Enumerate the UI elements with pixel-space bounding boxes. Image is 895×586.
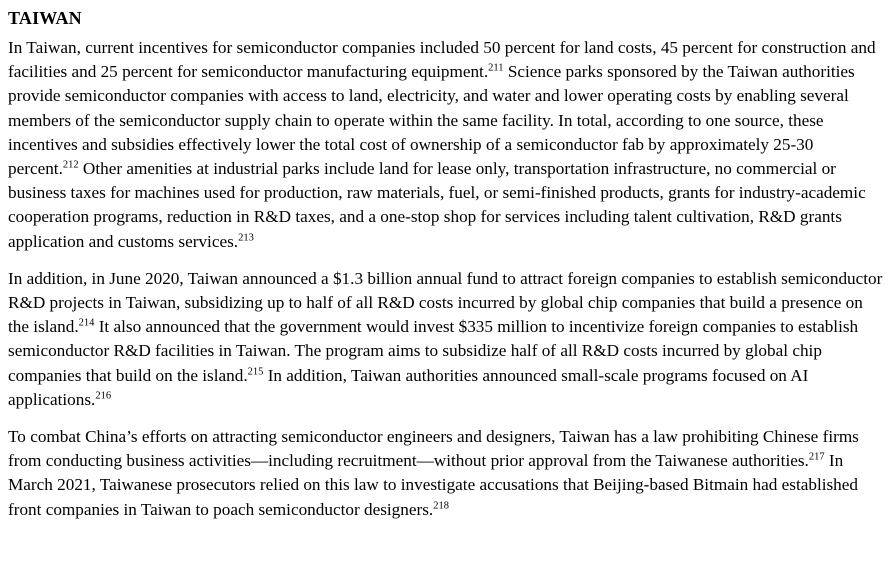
footnote-ref[interactable]: 212 (62, 159, 79, 171)
document-page (8, 6, 888, 535)
paragraph-text: Science parks sponsored by the Taiwan authorities provide semiconductor companies with access to land, electricity, and water and lower operating costs by enabling several members of the semiconductor supply chain to operate within the same facility. In total, according to one source, these incentives and subsidies effectively lower the total cost of ownership of a semiconductor fab by approximately 25-30 percent. (8, 62, 855, 179)
footnote-ref[interactable]: 218 (433, 499, 449, 511)
footnote-ref[interactable]: 216 (95, 390, 112, 402)
footnote-ref[interactable]: 217 (808, 451, 825, 463)
paragraph-text: In addition, Taiwan authorities announced small-scale programs focused on AI applications. (8, 365, 809, 409)
paragraph-rd-fund (8, 267, 888, 412)
paragraph-incentives (8, 36, 888, 254)
paragraph-china-law (8, 425, 888, 522)
footnote-ref[interactable]: 214 (78, 317, 95, 329)
footnote-ref[interactable]: 213 (238, 231, 254, 243)
paragraph-text: In Taiwan, current incentives for semiconductor companies included 50 percent for land costs, 45 percent for construction and facilities and 25 percent for semiconductor manufacturing equipment. (8, 38, 876, 82)
footnote-ref[interactable]: 211 (488, 62, 504, 74)
paragraph-text: Other amenities at industrial parks include land for lease only, transportation infrastructure, no commercial or business taxes for machines used for production, raw materials, fuel, or semi-finished products, grants for industry-academic cooperation programs, reduction in R&D taxes, and a one-stop shop for services including talent cultivation, R&D grants application and customs services. (8, 159, 866, 251)
footnote-ref[interactable]: 215 (247, 365, 264, 377)
paragraph-text: It also announced that the government would invest $335 million to incentivize foreign companies to establish semiconductor R&D facilities in Taiwan. The program aims to subsidize half of all R&D costs incurred by global chip companies that build on the island. (8, 317, 859, 385)
paragraph-text: In addition, in June 2020, Taiwan announced a $1.3 billion annual fund to attract foreign companies to establish semiconductor R&D projects in Taiwan, subsidizing up to half of all R&D costs incurred by global chip companies that build a presence on the island. (8, 268, 883, 337)
section-heading: TAIWAN (8, 8, 82, 28)
paragraph-text: To combat China’s efforts on attracting semiconductor engineers and designers, Taiwan has a law prohibiting Chinese firms from conducting business activities—including recruitment—without prior approval from the Taiwanese authorities. (8, 427, 859, 471)
paragraph-text: In March 2021, Taiwanese prosecutors relied on this law to investigate accusations that Beijing-based Bitmain had established front companies in Taiwan to poach semiconductor designers. (8, 451, 858, 519)
